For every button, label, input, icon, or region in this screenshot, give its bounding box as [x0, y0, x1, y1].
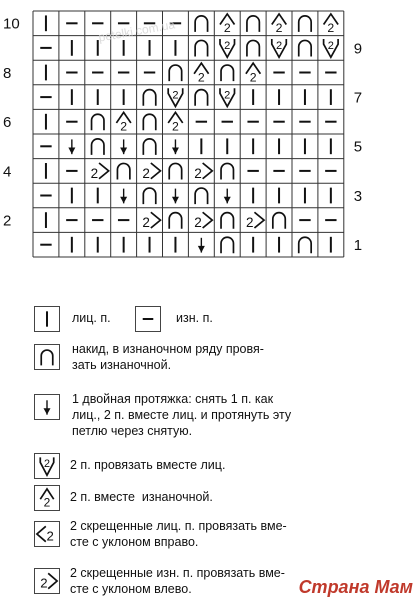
stitch-cell-dbl: [198, 238, 205, 253]
stitch-cell-yo: [247, 16, 259, 32]
svg-text:2: 2: [172, 119, 179, 134]
chart-row: [40, 138, 331, 154]
row-number-left: 8: [3, 64, 12, 82]
watermark-top: petelki.com.ua: [97, 17, 177, 45]
stitch-cell-cross_p: [142, 163, 160, 181]
stitch-cell-k2tog_p: [272, 14, 287, 35]
stitch-cell-yo: [299, 40, 311, 56]
stitch-cell-k2tog_p: [116, 112, 131, 133]
stitch-cell-yo: [169, 65, 181, 81]
svg-text:2: 2: [327, 40, 334, 53]
svg-text:2: 2: [43, 495, 51, 510]
svg-text:2: 2: [224, 89, 231, 102]
svg-text:2: 2: [40, 575, 48, 591]
stitch-cell-k2tog: [168, 88, 183, 106]
row-number-right: 7: [353, 89, 363, 107]
chart-row: [46, 212, 337, 230]
stitch-cell-yo: [195, 90, 207, 106]
svg-text:2: 2: [275, 21, 283, 36]
stitch-cell-dbl: [172, 189, 179, 204]
legend-text: накид, в изнаночном ряду провя- зать изнаночной.: [72, 342, 264, 372]
chart-row: [40, 188, 331, 204]
stitch-cell-yo: [143, 139, 155, 155]
stitch-cell-yo: [195, 40, 207, 56]
stitch-cell-yo: [299, 16, 311, 32]
stitch-cell-yo: [221, 213, 233, 229]
legend-text: 1 двойная протяжка: снять 1 п. как лиц., 2 п. вместе лиц. и протянуть эту петлю через снятую.: [72, 392, 292, 438]
stitch-cell-yo: [117, 163, 129, 179]
stitch-cell-dbl: [68, 139, 75, 154]
legend-symbol-p: [135, 306, 161, 332]
legend-symbol-dbl: [34, 394, 60, 420]
stitch-cell-yo: [143, 188, 155, 204]
stitch-cell-yo: [221, 65, 233, 81]
row-number-left: 6: [3, 114, 12, 132]
svg-text:2: 2: [46, 528, 54, 544]
watermark-bottom: Страна Мам: [298, 577, 413, 597]
stitch-cell-k2tog_p: [194, 63, 209, 84]
stitch-cell-yo: [143, 114, 155, 130]
stitch-cell-k2tog: [220, 39, 235, 57]
stitch-cell-k2tog_p: [168, 112, 183, 133]
stitch-cell-cross_p: [91, 163, 109, 181]
row-number-left: 4: [3, 163, 12, 181]
legend-text: 2 п. вместе изнаночной.: [70, 490, 213, 504]
legend-text: лиц. п.: [72, 311, 111, 325]
stitch-cell-yo: [92, 139, 104, 155]
stitch-cell-k2tog: [272, 39, 287, 57]
legend-symbol-cross_p: [34, 568, 60, 594]
stitch-cell-k2tog_p: [324, 14, 339, 35]
stitch-cell-yo: [169, 213, 181, 229]
stitch-cell-cross_p: [246, 212, 264, 230]
row-number-right: 5: [353, 138, 363, 156]
stitch-cell-k2tog: [324, 39, 339, 57]
chart-row: [46, 14, 338, 35]
row-number-left: 10: [3, 15, 20, 33]
stitch-cell-k2tog_p: [220, 14, 235, 35]
legend-text: 2 п. провязать вместе лиц.: [70, 458, 226, 472]
svg-text:2: 2: [194, 214, 202, 230]
svg-text:2: 2: [194, 165, 202, 181]
legend-text: изн. п.: [176, 311, 213, 325]
stitch-cell-dbl: [120, 189, 127, 204]
row-number-right: 3: [353, 187, 363, 205]
legend-symbol-k: [34, 306, 60, 332]
stitch-cell-cross_p: [194, 212, 212, 230]
stitch-cell-dbl: [224, 189, 231, 204]
stitch-cell-dbl: [120, 139, 127, 154]
svg-text:2: 2: [275, 40, 283, 53]
svg-text:2: 2: [246, 214, 254, 230]
stitch-cell-cross_p: [194, 163, 212, 181]
chart-row: [40, 88, 331, 106]
stitch-cell-yo: [299, 237, 311, 253]
stitch-cell-yo: [195, 16, 207, 32]
svg-text:2: 2: [223, 21, 231, 36]
stitch-cell-cross_p: [142, 212, 160, 230]
legend-symbol-k2tog: [34, 453, 60, 479]
chart-row: [40, 237, 331, 253]
row-number-right: 9: [353, 40, 363, 58]
stitch-cell-yo: [195, 188, 207, 204]
stitch-grid: [33, 11, 344, 257]
stitch-cell-dbl: [172, 139, 179, 154]
legend-symbol-cross_k: [34, 521, 60, 547]
svg-text:2: 2: [142, 165, 150, 181]
legend-text: 2 скрещенные изн. п. провязать вме- сте с уклоном влево.: [70, 566, 285, 596]
svg-text:2: 2: [120, 119, 128, 134]
svg-text:2: 2: [142, 214, 150, 230]
svg-text:2: 2: [172, 89, 179, 102]
svg-text:2: 2: [224, 40, 231, 53]
svg-text:2: 2: [197, 70, 205, 85]
legend-text: 2 скрещенные лиц. п. провязать вме- сте с уклоном вправо.: [70, 519, 287, 549]
svg-text:2: 2: [249, 70, 257, 85]
stitch-cell-yo: [273, 213, 285, 229]
row-number-left: 2: [3, 212, 12, 230]
stitch-cell-yo: [221, 163, 233, 179]
stitch-cell-yo: [247, 40, 259, 56]
svg-text:2: 2: [90, 165, 99, 181]
svg-text:2: 2: [327, 21, 335, 36]
stitch-cell-k2tog_p: [246, 63, 261, 84]
row-number-right: 1: [353, 237, 363, 255]
stitch-cell-yo: [92, 114, 104, 130]
legend-symbol-k2tog_p: [34, 485, 60, 511]
chart-row: [46, 112, 337, 133]
svg-text:2: 2: [43, 458, 51, 471]
chart-row: [46, 163, 337, 181]
stitch-cell-yo: [169, 163, 181, 179]
stitch-cell-yo: [143, 90, 155, 106]
legend-symbol-yo: [34, 344, 60, 370]
stitch-cell-k2tog: [220, 88, 235, 106]
chart-row: [46, 63, 337, 84]
stitch-cell-yo: [221, 237, 233, 253]
